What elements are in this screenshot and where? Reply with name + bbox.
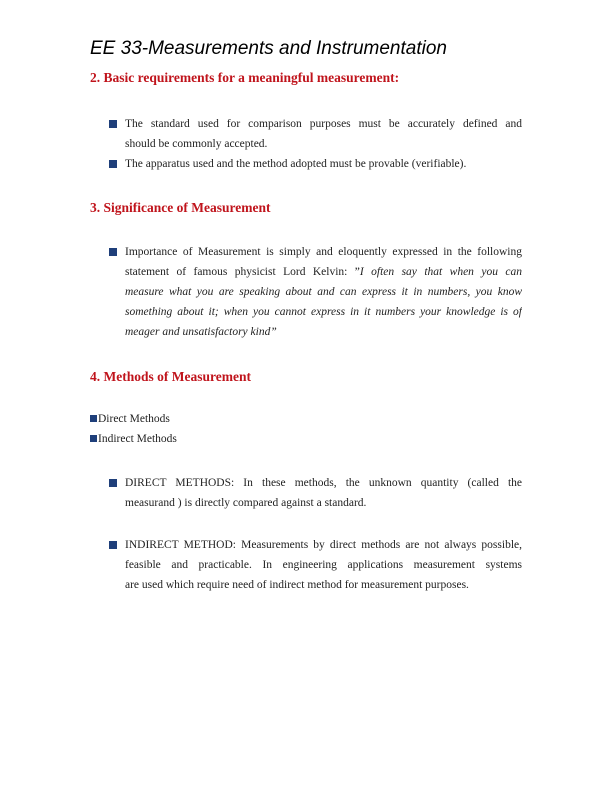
significance-line-1: Importance of Measurement is simply and eloquently expressed in the following xyxy=(125,246,522,258)
significance-line-2 xyxy=(125,262,522,282)
significance-line-4: something about it; when you cannot express in it numbers your knowledge is of xyxy=(125,306,522,318)
method-label-direct: Direct Methods xyxy=(98,413,170,425)
indirect-method-item xyxy=(125,535,522,595)
direct-line-1: DIRECT METHODS: In these methods, the unknown quantity (called the xyxy=(125,477,522,489)
indirect-line-2: feasible and practicable. In engineering applications measurement systems xyxy=(125,559,522,571)
method-label-indirect: Indirect Methods xyxy=(98,433,177,445)
significance-item xyxy=(125,242,522,342)
method-item-direct xyxy=(90,413,170,425)
square-bullet-icon xyxy=(90,435,97,442)
requirement-item-2 xyxy=(125,154,522,174)
requirement-2-line-1: The apparatus used and the method adopted must be provable (verifiable). xyxy=(125,158,467,170)
requirement-item-1 xyxy=(125,114,522,154)
section-4-heading: 4. Methods of Measurement xyxy=(90,369,251,384)
method-item-indirect xyxy=(90,433,177,445)
indirect-line-1: INDIRECT METHOD: Measurements by direct methods are not always possible, xyxy=(125,539,522,551)
section-3-heading: 3. Significance of Measurement xyxy=(90,200,271,215)
section-2-heading: 2. Basic requirements for a meaningful measurement: xyxy=(90,70,400,85)
square-bullet-icon xyxy=(90,415,97,422)
significance-line-2-plain: statement of famous physicist Lord Kelvin: ” xyxy=(125,266,360,278)
kelvin-quote-start: I often say that when you can xyxy=(359,266,522,278)
square-bullet-icon xyxy=(109,120,117,128)
requirement-1-line-1: The standard used for comparison purposes must be accurately defined and xyxy=(125,118,522,130)
square-bullet-icon xyxy=(109,479,117,487)
square-bullet-icon xyxy=(109,541,117,549)
square-bullet-icon xyxy=(109,160,117,168)
significance-line-5: meager and unsatisfactory kind” xyxy=(125,326,277,338)
significance-line-3: measure what you are speaking about and can express it in numbers, you know xyxy=(125,286,522,298)
square-bullet-icon xyxy=(109,248,117,256)
direct-methods-item xyxy=(125,473,522,513)
page-title: EE 33-Measurements and Instrumentation xyxy=(90,38,447,59)
indirect-line-3: are used which require need of indirect method for measurement purposes. xyxy=(125,579,469,591)
requirement-1-line-2: should be commonly accepted. xyxy=(125,138,268,150)
direct-line-2: measurand ) is directly compared against a standard. xyxy=(125,497,367,509)
